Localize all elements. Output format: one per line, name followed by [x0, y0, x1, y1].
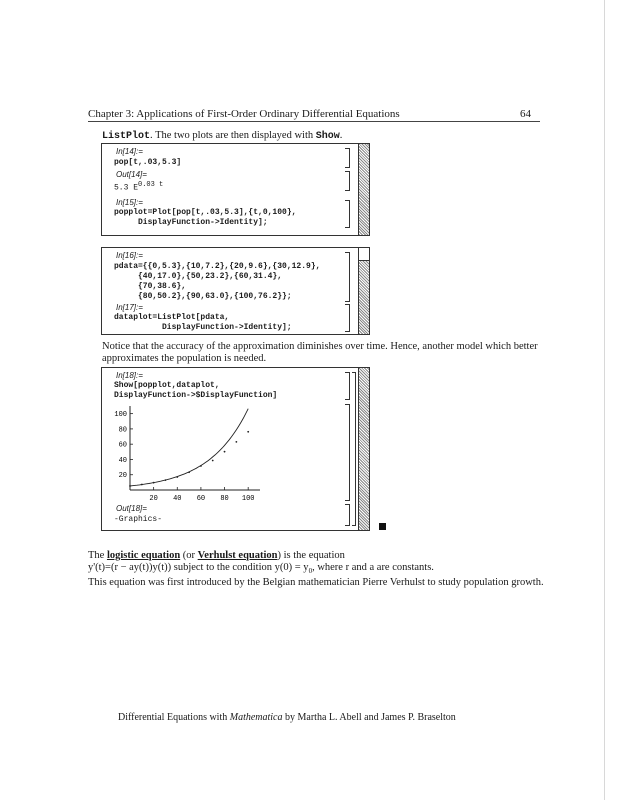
- notice-paragraph: [102, 341, 562, 365]
- in14-input[interactable]: pop[t,.03,5.3]: [114, 158, 182, 167]
- notice-line-2: approximates the population is needed.: [102, 353, 267, 364]
- intro-line: [102, 130, 342, 142]
- footer-italic: Mathematica: [229, 712, 283, 723]
- page-footer: [118, 712, 456, 723]
- data-point: [129, 485, 131, 487]
- data-point: [165, 479, 167, 481]
- cell-bracket[interactable]: [345, 171, 350, 191]
- in15-label: In[15]:=: [116, 198, 143, 207]
- in15-line2[interactable]: DisplayFunction->Identity];: [114, 218, 268, 227]
- data-point: [235, 441, 237, 443]
- in16-line2[interactable]: {40,17.0},{50,23.2},{60,31.4},: [114, 272, 283, 281]
- in14-label: In[14]:=: [116, 147, 143, 156]
- notice-line-1: Notice that the accuracy of the approximation diminishes over time. Hence, another model which better: [102, 341, 538, 352]
- in18-label: In[18]:=: [116, 371, 143, 380]
- out14-exponent: 0.03 t: [138, 181, 164, 189]
- out14-base: 5.3 E: [114, 183, 139, 193]
- verhulst-term[interactable]: Verhulst equation: [197, 550, 278, 561]
- data-point: [247, 431, 249, 433]
- logistic-equation: y'(t)=(r − ay(t))y(t)) subject to the condition y(0) = y: [88, 562, 309, 573]
- logistic-equation-tail: , where r and a are constants.: [312, 562, 434, 573]
- x-tick-label: 40: [173, 495, 182, 503]
- in15-line1[interactable]: popplot=Plot[pop[t,.03,5.3],{t,0,100},: [114, 208, 297, 217]
- out18-value: -Graphics-: [114, 515, 163, 524]
- in17-line2[interactable]: DisplayFunction->Identity];: [114, 323, 292, 332]
- logistic-history-line: This equation was first introduced by the Belgian mathematician Pierre Verhulst to study population growth.: [88, 577, 544, 589]
- logistic-term[interactable]: logistic equation: [106, 550, 181, 561]
- logistic-equation-line: [88, 562, 568, 577]
- data-point: [200, 465, 202, 467]
- show-code: Show: [315, 131, 340, 142]
- in17-line1[interactable]: dataplot=ListPlot[pdata,: [114, 313, 230, 322]
- notebook-cell-3: [101, 367, 370, 531]
- chapter-title: Chapter 3: Applications of First-Order Ordinary Differential Equations: [88, 108, 400, 120]
- x-tick-label: 80: [220, 495, 229, 503]
- logistic-the: The: [88, 550, 107, 561]
- in16-label: In[16]:=: [116, 251, 143, 260]
- in18-line2[interactable]: DisplayFunction->$DisplayFunction]: [114, 391, 278, 400]
- cell-bracket[interactable]: [345, 252, 350, 302]
- cell-bracket[interactable]: [345, 304, 350, 332]
- logistic-paragraph: [88, 550, 568, 589]
- logistic-or: (or: [180, 550, 198, 561]
- y-tick-label: 20: [118, 472, 127, 481]
- out14-output: [114, 181, 163, 193]
- data-point: [153, 482, 155, 484]
- intro-text: . The two plots are then displayed with: [150, 130, 316, 141]
- data-point: [212, 460, 214, 462]
- header-rule: [88, 121, 540, 122]
- data-point: [176, 476, 178, 478]
- cell-bracket[interactable]: [345, 372, 350, 400]
- page-number: 64: [520, 108, 531, 120]
- in16-line1[interactable]: pdata={{0,5.3},{10,7.2},{20,9.6},{30,12.9},: [114, 262, 321, 271]
- out18-label: Out[18]=: [116, 504, 147, 513]
- notebook-cell-1: [101, 143, 370, 236]
- cell-scrollbar[interactable]: [358, 144, 369, 235]
- notebook-cell-2: [101, 247, 370, 335]
- logistic-rest: ) is the equation: [277, 550, 345, 561]
- intro-end: .: [339, 130, 343, 141]
- in18-line1[interactable]: Show[popplot,dataplot,: [114, 381, 220, 390]
- data-point: [224, 451, 226, 453]
- population-plot[interactable]: [110, 404, 272, 504]
- x-tick-label: 60: [196, 495, 206, 503]
- group-bracket[interactable]: [352, 372, 356, 526]
- in17-label: In[17]:=: [116, 303, 143, 312]
- logistic-subscript: 0: [308, 567, 313, 576]
- y-tick-label: 100: [114, 411, 127, 420]
- scroll-thumb[interactable]: [358, 248, 369, 261]
- end-of-example-marker: [379, 523, 386, 530]
- y-tick-label: 60: [118, 441, 127, 450]
- listplot-code: ListPlot: [102, 131, 151, 142]
- in16-line4[interactable]: {80,50.2},{90,63.0},{100,76.2}};: [114, 292, 292, 301]
- cell-bracket[interactable]: [345, 148, 350, 168]
- out14-label: Out[14]=: [116, 170, 147, 179]
- cell-bracket[interactable]: [345, 404, 350, 501]
- cell-scrollbar[interactable]: [358, 368, 369, 530]
- logistic-line-1: [88, 550, 568, 562]
- cell-bracket[interactable]: [345, 200, 350, 228]
- data-point: [188, 471, 190, 473]
- data-point: [141, 484, 143, 486]
- y-tick-label: 80: [118, 426, 127, 435]
- cell-bracket[interactable]: [345, 504, 350, 526]
- in16-line3[interactable]: {70,38.6},: [114, 282, 187, 291]
- population-curve: [130, 409, 248, 486]
- footer-text-2: by Martha L. Abell and James P. Braselton: [282, 712, 456, 723]
- footer-text-1: Differential Equations with: [118, 712, 230, 723]
- x-tick-label: 20: [149, 495, 158, 503]
- page-edge-line: [604, 0, 605, 800]
- y-tick-label: 40: [118, 456, 127, 465]
- x-tick-label: 100: [241, 495, 255, 503]
